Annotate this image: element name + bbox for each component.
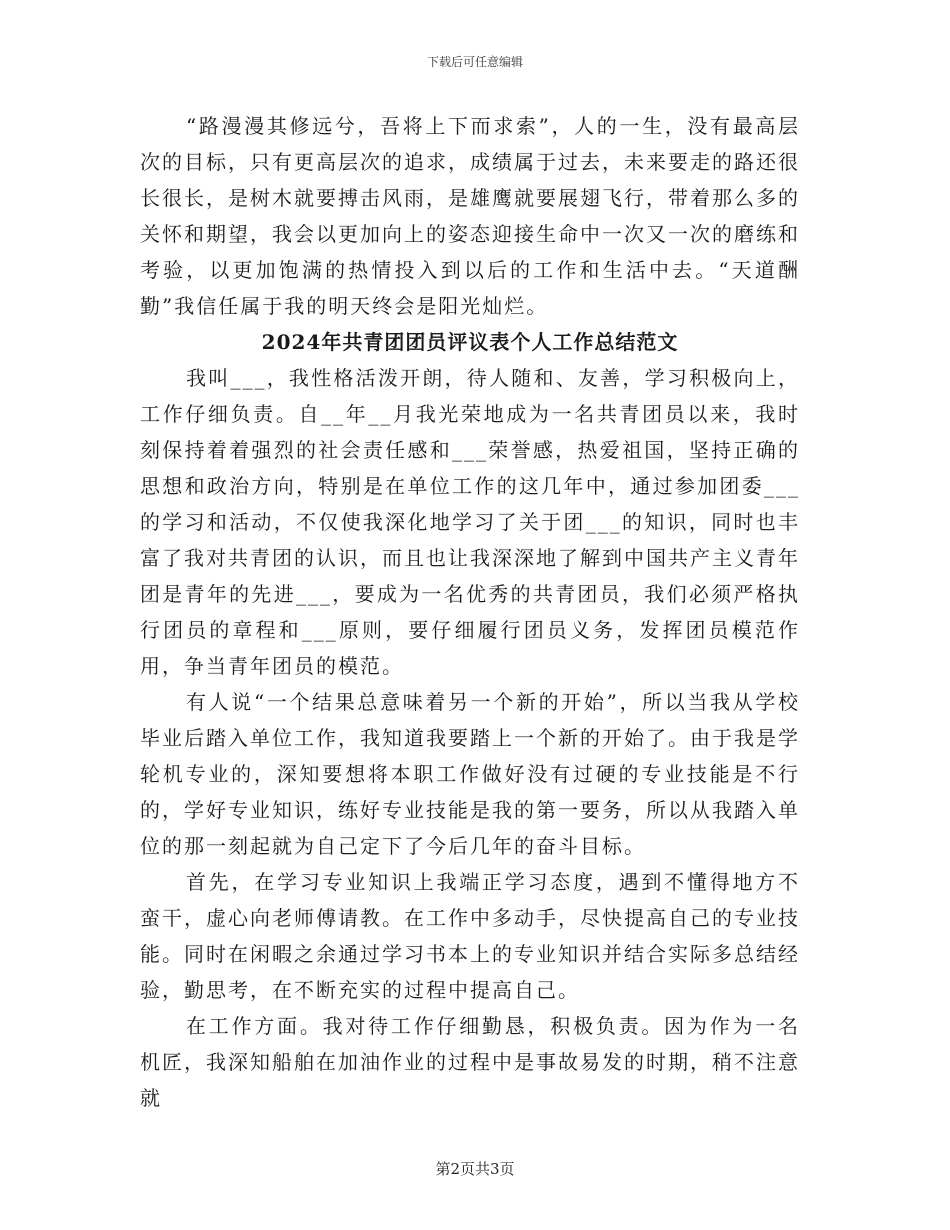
paragraph-intro: “路漫漫其修远兮，吾将上下而求索”，人的一生，没有最高层次的目标，只有更高层次的追求，成绩属于过去，未来要走的路还很长很长，是树木就要搏击风雨，是雄鹰就要展翅飞行，带着那么多的关怀和期望，我会以更加向上的姿态迎接生命中一次又一次的磨练和考验，以更加饱满的热情投入到以后的工作和生活中去。“天道酬勤”我信任属于我的明天终会是阳光灿烂。 — [140, 114, 800, 318]
document-body — [140, 108, 800, 1116]
document-title: 2024年共青团团员评议表个人工作总结范文 — [261, 330, 679, 354]
paragraph-work: 在工作方面。我对待工作仔细勤恳，积极负责。因为作为一名机匠，我深知船舶在加油作业的过程中是事故易发的时期，稍不注意就 — [140, 1014, 800, 1110]
paragraph-self-introduction: 我叫___，我性格活泼开朗，待人随和、友善，学习积极向上，工作仔细负责。自__年__月我光荣地成为一名共青团员以来，我时刻保持着着强烈的社会责任感和___荣誉感，热爱祖国，坚持正确的思想和政治方向，特别是在单位工作的这几年中，通过参加团委___的学习和活动，不仅使我深化地学习了关于团___的知识，同时也丰富了我对共青团的认识，而且也让我深深地了解到中国共产主义青年团是青年的先进___，要成为一名优秀的共青团员，我们必须严格执行团员的章程和___原则，要仔细履行团员义务，发挥团员模范作用，争当青年团员的模范。 — [140, 366, 800, 678]
paragraph-study: 首先，在学习专业知识上我端正学习态度，遇到不懂得地方不蛮干，虚心向老师傅请教。在工作中多动手，尽快提高自己的专业技能。同时在闲暇之余通过学习书本上的专业知识并结合实际多总结经验，勤思考，在不断充实的过程中提高自己。 — [140, 870, 800, 1002]
page-header-note: 下载后可任意编辑 — [426, 55, 523, 69]
paragraph-new-start: 有人说“一个结果总意味着另一个新的开始”，所以当我从学校毕业后踏入单位工作，我知道我要踏上一个新的开始了。由于我是学轮机专业的，深知要想将本职工作做好没有过硬的专业技能是不行的，学好专业知识，练好专业技能是我的第一要务，所以从我踏入单位的那一刻起就为自己定下了今后几年的奋斗目标。 — [140, 690, 800, 858]
page-number: 第2页共3页 — [435, 1160, 515, 1178]
